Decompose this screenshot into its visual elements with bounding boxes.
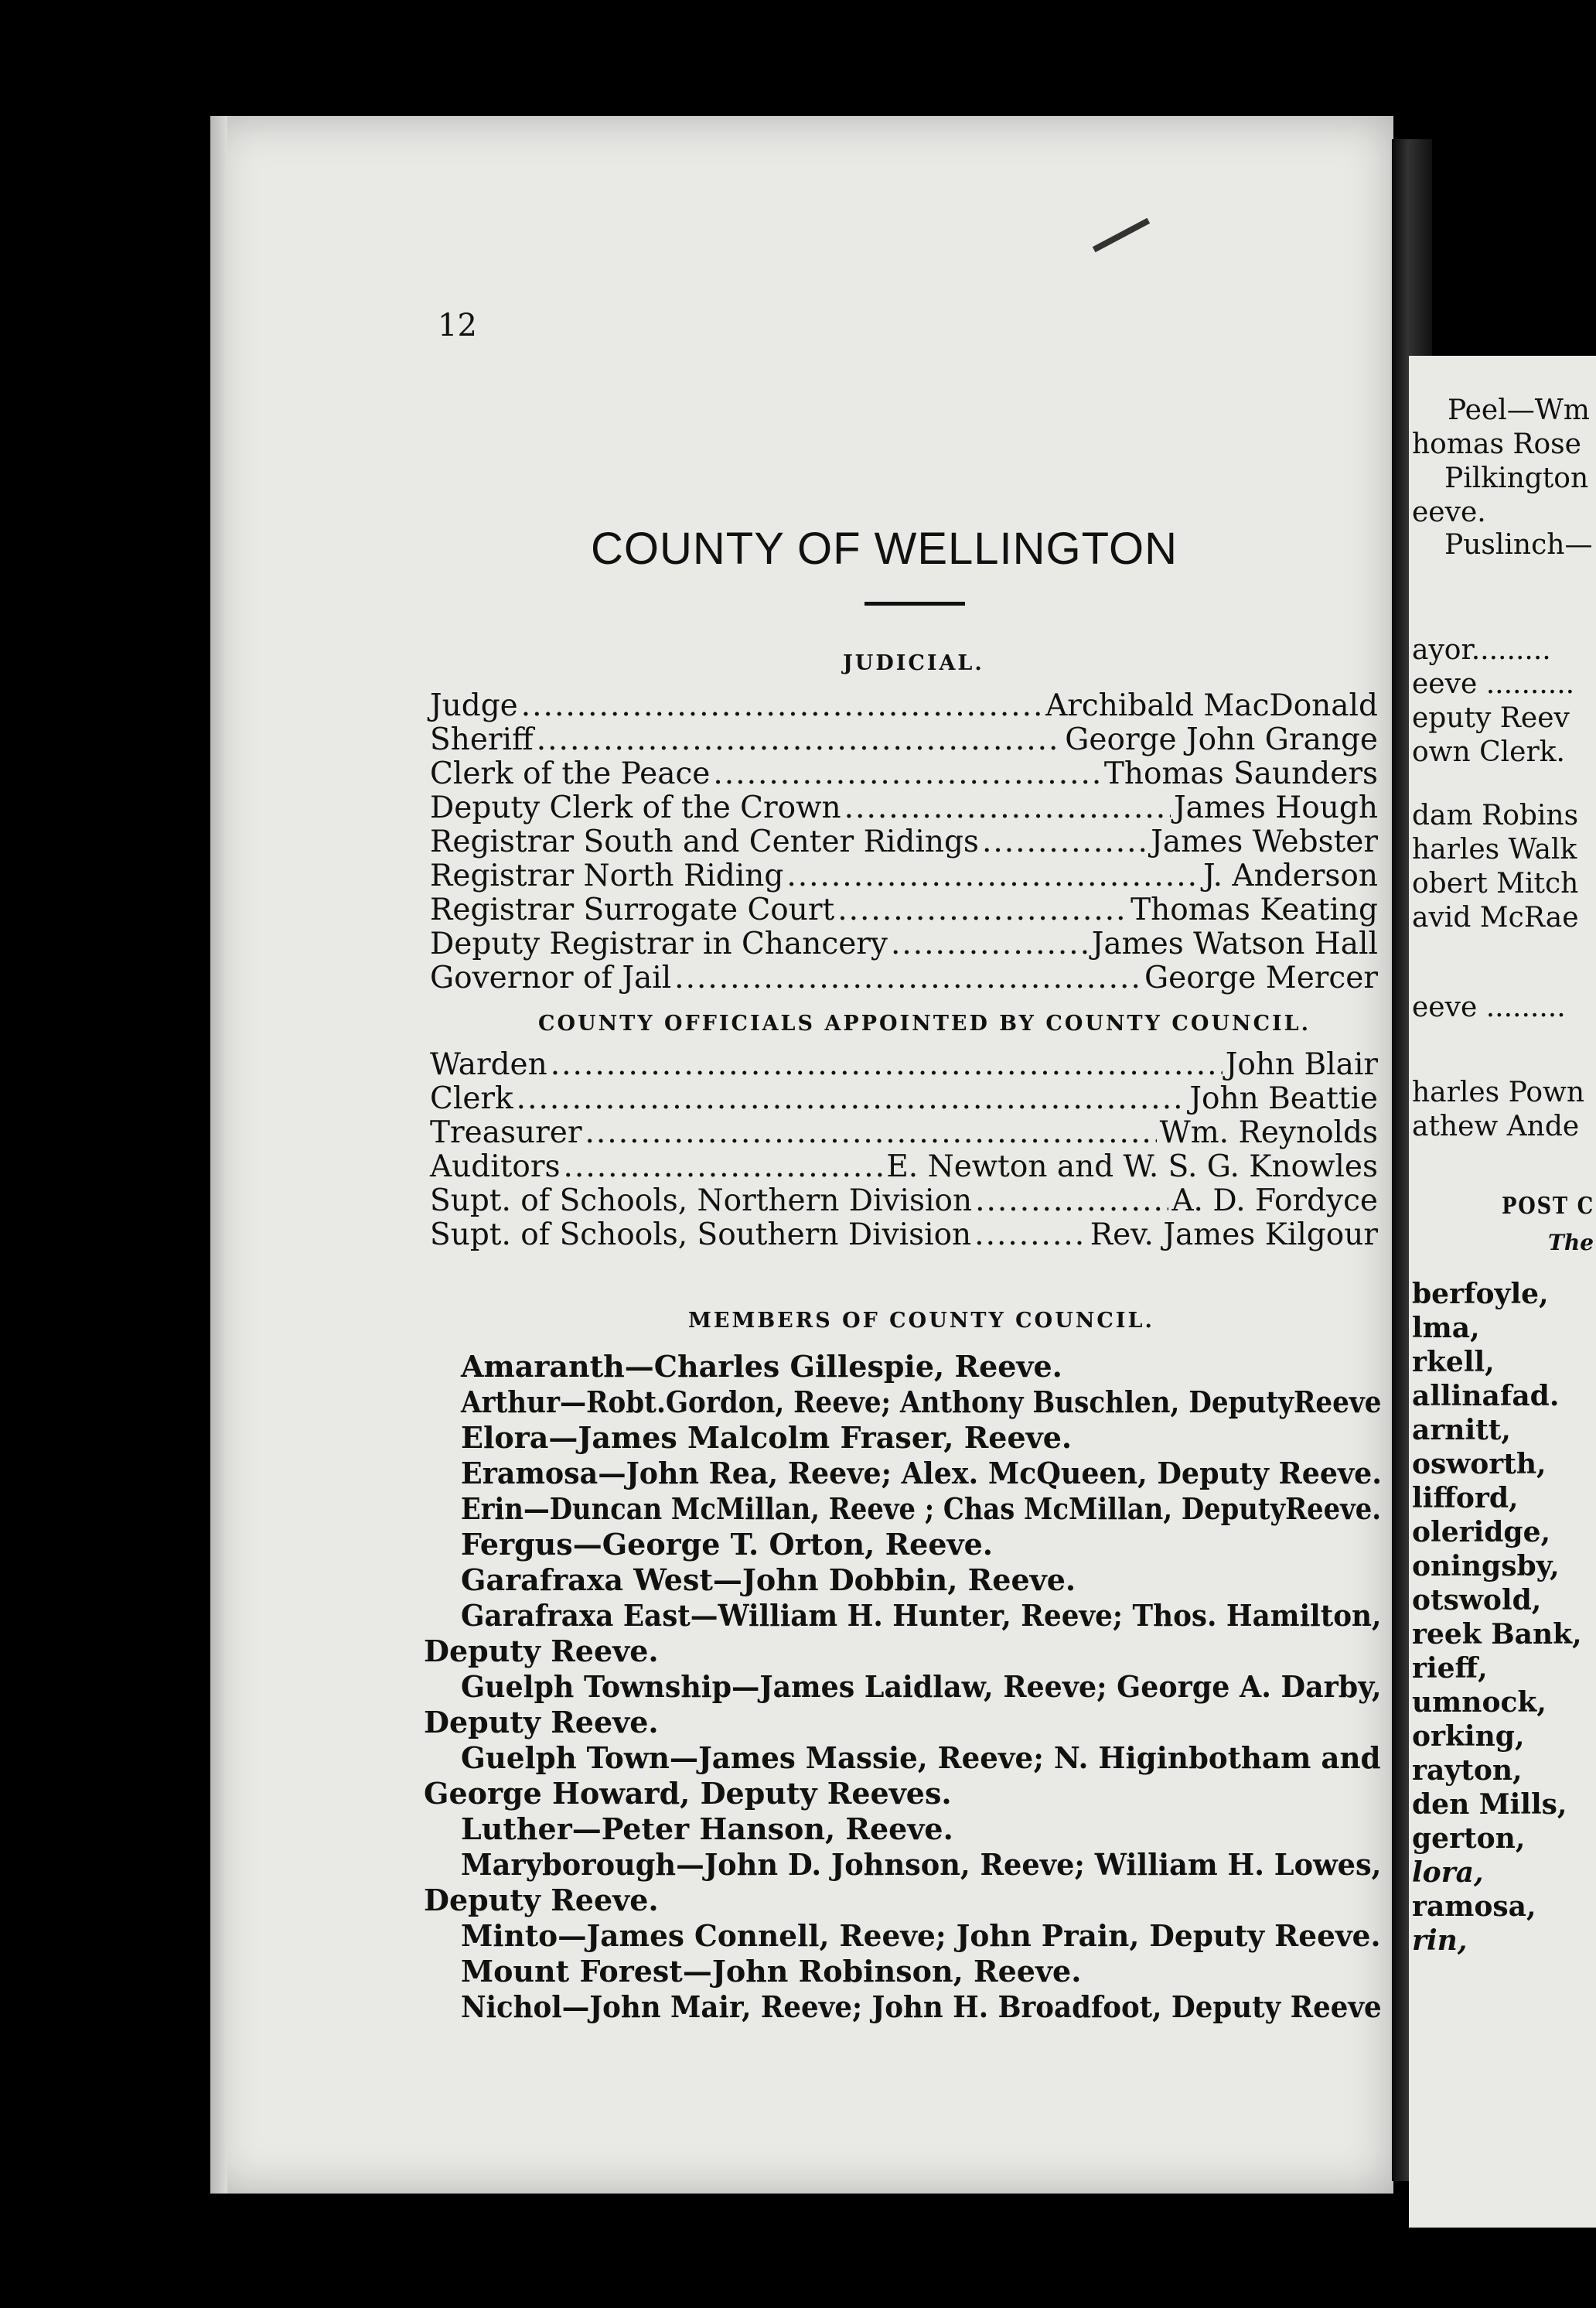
council-line: George Howard, Deputy Reeves. — [424, 1776, 952, 1811]
council-line: Deputy Reeve. — [424, 1634, 659, 1668]
council-line: Fergus—George T. Orton, Reeve. — [461, 1527, 994, 1562]
right-line: orking, — [1412, 1720, 1525, 1753]
right-line: oningsby, — [1412, 1550, 1560, 1582]
right-line: Peel—Wm — [1448, 394, 1590, 426]
official-entry: Auditors ..... E. Newton and W. S. G. Knowles — [430, 1149, 1378, 1183]
right-line: Puslinch— — [1444, 529, 1593, 561]
right-line: arnitt, — [1412, 1414, 1511, 1446]
right-line: eeve ......... — [1412, 992, 1566, 1023]
right-line: harles Walk — [1412, 834, 1577, 866]
right-line: lora, — [1412, 1856, 1484, 1889]
council-line: Deputy Reeve. — [424, 1705, 659, 1740]
council-line: Mount Forest—John Robinson, Reeve. — [461, 1954, 1082, 1989]
right-line: lma, — [1412, 1312, 1480, 1344]
council-line: Maryborough—John D. Johnson, Reeve; William H. Lowes, — [461, 1847, 1382, 1882]
council-line: Erin—Duncan McMillan, Reeve ; Chas McMillan, DeputyReeve. — [461, 1491, 1382, 1526]
judicial-entry: Deputy Registrar in Chancery ..... James Watson Hall — [430, 927, 1378, 961]
judicial-entry: Clerk of the Peace ..... Thomas Saunders — [430, 756, 1378, 790]
right-line: gerton, — [1412, 1822, 1526, 1855]
right-line: oleridge, — [1412, 1516, 1551, 1548]
right-line: rin, — [1412, 1924, 1468, 1957]
right-line: eeve .......... — [1412, 668, 1575, 700]
council-line: Guelph Town—James Massie, Reeve; N. Higinbotham and — [461, 1740, 1381, 1775]
right-page — [1409, 356, 1596, 2228]
right-line: eeve. — [1412, 497, 1486, 528]
right-line: rieff, — [1412, 1652, 1488, 1685]
right-line: ramosa, — [1412, 1890, 1536, 1923]
right-line: reek Bank, — [1412, 1618, 1582, 1651]
council-line: Arthur—Robt.Gordon, Reeve; Anthony Buschlen, DeputyReeve — [461, 1384, 1382, 1419]
judicial-entry: Governor of Jail ..... George Mercer — [430, 961, 1378, 995]
official-entry: Clerk ..... John Beattie — [430, 1081, 1378, 1115]
right-line: umnock, — [1412, 1686, 1547, 1719]
right-line: Pilkington — [1444, 463, 1589, 494]
right-line: dam Robins — [1412, 800, 1579, 831]
right-line: harles Pown — [1412, 1077, 1585, 1108]
right-line: rkell, — [1412, 1346, 1495, 1378]
right-line: athew Ande — [1412, 1111, 1580, 1142]
page-number: 12 — [438, 308, 477, 343]
section-heading-judicial: JUDICIAL. — [843, 651, 984, 675]
council-line: Nichol—John Mair, Reeve; John H. Broadfoot, Deputy Reeve — [461, 1989, 1382, 2024]
official-entry: Warden ..... John Blair — [430, 1047, 1378, 1081]
right-line: obert Mitch — [1412, 868, 1579, 900]
right-line: rayton, — [1412, 1754, 1523, 1787]
title-rule — [864, 602, 965, 606]
right-line: own Clerk. — [1412, 736, 1565, 768]
right-line: allinafad. — [1412, 1380, 1560, 1412]
right-line: avid McRae — [1412, 902, 1579, 934]
official-entry: Supt. of Schools, Northern Division ..... A. D. Fordyce — [430, 1183, 1378, 1217]
right-line: POST C — [1502, 1193, 1594, 1220]
council-line: Minto—James Connell, Reeve; John Prain, Deputy Reeve. — [461, 1918, 1381, 1953]
right-line: homas Rose — [1412, 428, 1581, 460]
judicial-entry: Registrar Surrogate Court ..... Thomas Keating — [430, 893, 1378, 927]
right-line: osworth, — [1412, 1448, 1547, 1480]
council-line: Eramosa—John Rea, Reeve; Alex. McQueen, Deputy Reeve. — [461, 1456, 1382, 1490]
right-line: den Mills, — [1412, 1788, 1567, 1821]
right-line: ayor......... — [1412, 634, 1551, 666]
right-line: lifford, — [1412, 1482, 1519, 1514]
right-line: The — [1548, 1230, 1594, 1255]
official-entry: Treasurer ..... Wm. Reynolds — [430, 1115, 1378, 1149]
judicial-entry: Registrar South and Center Ridings ..... James Webster — [430, 825, 1378, 859]
judicial-entry: Judge ..... Archibald MacDonald — [430, 688, 1378, 722]
section-heading-officials: COUNTY OFFICIALS APPOINTED BY COUNTY COUNCIL. — [538, 1012, 1311, 1036]
council-line: Garafraxa East—William H. Hunter, Reeve; Thos. Hamilton, — [461, 1598, 1382, 1633]
right-line: otswold, — [1412, 1584, 1542, 1617]
judicial-entry: Sheriff ..... George John Grange — [430, 722, 1378, 756]
council-line: Luther—Peter Hanson, Reeve. — [461, 1811, 953, 1846]
council-line: Deputy Reeve. — [424, 1883, 659, 1917]
official-entry: Supt. of Schools, Southern Division ..... Rev. James Kilgour — [430, 1217, 1378, 1251]
council-line: Garafraxa West—John Dobbin, Reeve. — [461, 1562, 1076, 1597]
council-line: Elora—James Malcolm Fraser, Reeve. — [461, 1420, 1073, 1455]
section-heading-council: MEMBERS OF COUNTY COUNCIL. — [688, 1309, 1154, 1333]
right-line: eputy Reev — [1412, 702, 1570, 734]
council-line: Guelph Township—James Laidlaw, Reeve; George A. Darby, — [461, 1669, 1382, 1704]
judicial-entry: Registrar North Riding ..... J. Anderson — [430, 859, 1378, 893]
council-line: Amaranth—Charles Gillespie, Reeve. — [461, 1349, 1062, 1384]
right-line: berfoyle, — [1412, 1278, 1549, 1310]
page-edge — [210, 116, 227, 2194]
judicial-entry: Deputy Clerk of the Crown ..... James Hough — [430, 790, 1378, 825]
